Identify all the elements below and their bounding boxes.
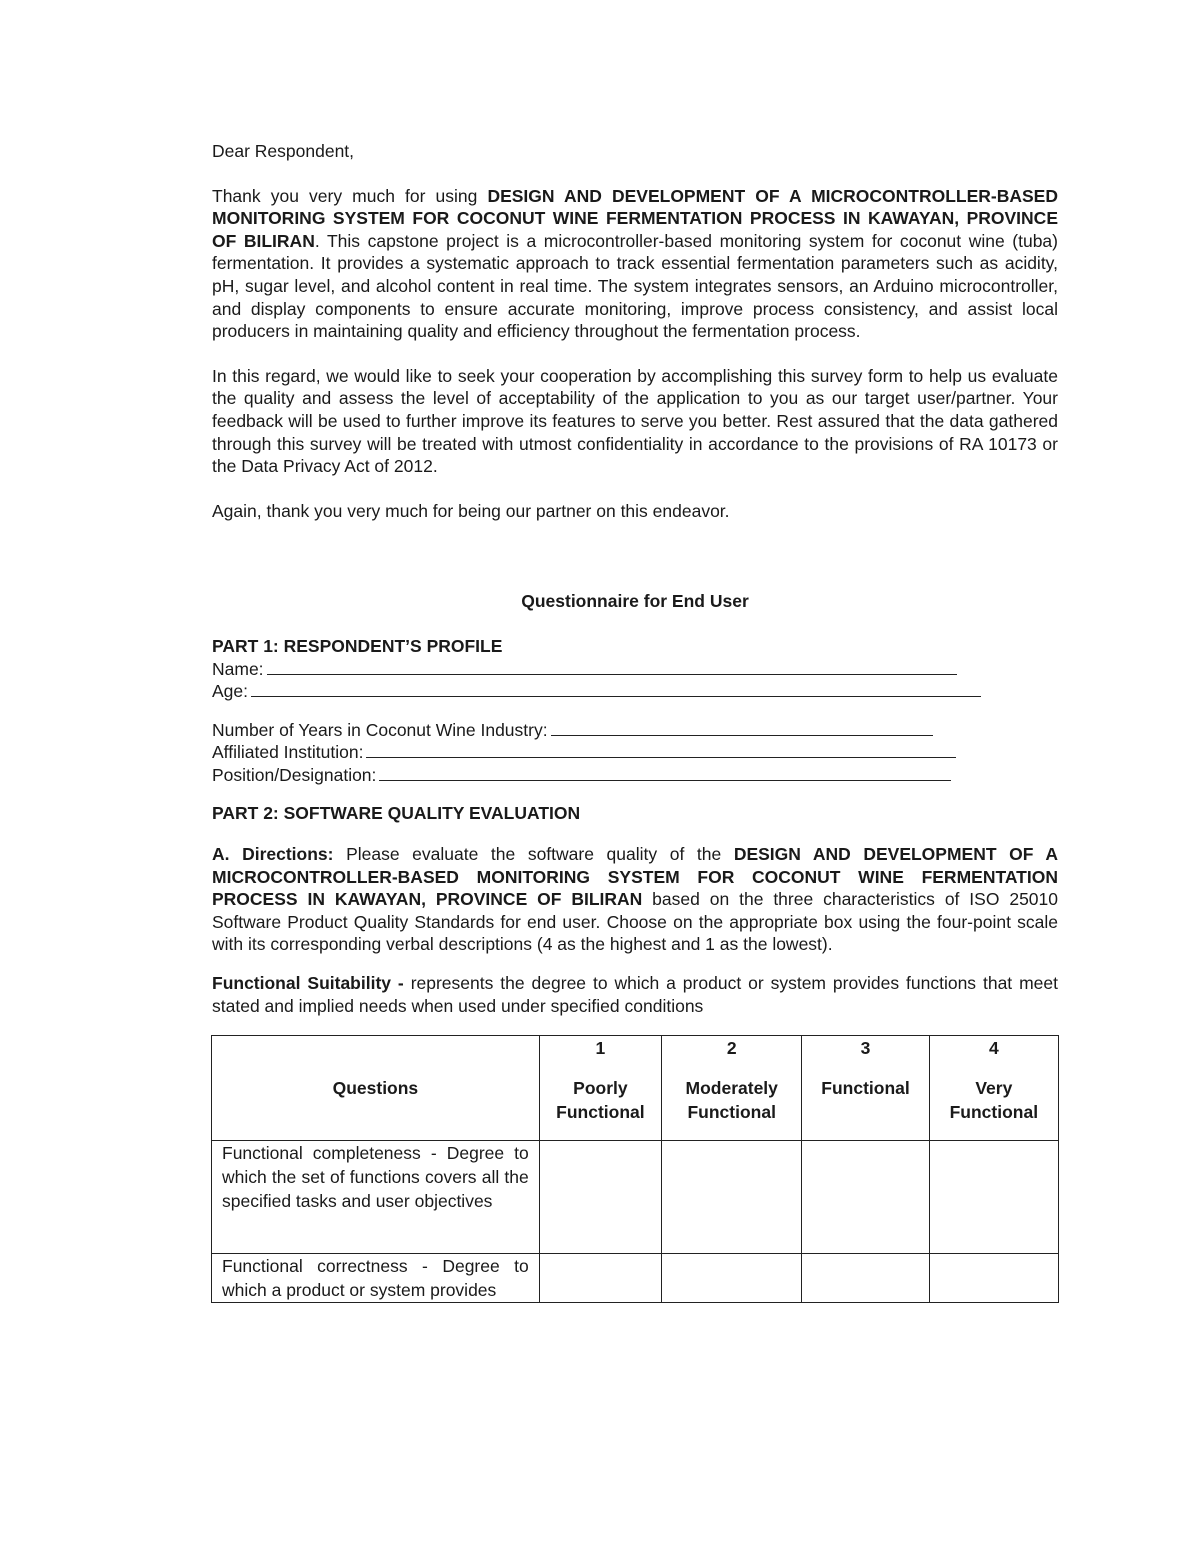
scale-number: 2 [726, 1038, 737, 1059]
age-blank-line[interactable] [251, 682, 981, 697]
directions-title: DESIGN AND DEVELOPMENT OF A MICROCONTROLLER-BASED MONITORING SYSTEM FOR COCONUT WINE FERMENTATION PROCESS IN KAWAYAN, PROVINCE OF BILIRAN [212, 844, 1058, 910]
rating-cell-4[interactable] [929, 1141, 1058, 1254]
name-blank-line[interactable] [267, 660, 957, 675]
intro-paragraph [212, 185, 1058, 343]
institution-blank-line[interactable] [366, 743, 956, 758]
table-row [212, 1254, 1059, 1303]
scale-number: 3 [860, 1038, 871, 1059]
table-row [212, 1141, 1059, 1254]
scale-label: Moderately Functional [685, 1078, 778, 1123]
scale-label: Poorly Functional [556, 1078, 645, 1123]
questions-header: Questions [212, 1036, 540, 1141]
part2-heading: PART 2: SOFTWARE QUALITY EVALUATION [212, 803, 581, 824]
scale-label: Functional [821, 1078, 910, 1099]
scale-header-4 [929, 1036, 1058, 1141]
directions-rest: based on the three characteristics of ISO 25010 Software Product Quality Standards for end user. Choose on the appropriate box using the four-point scale with its corresponding verbal descriptions (4 as the highest and 1 as the lowest). [212, 889, 1058, 955]
years-field[interactable] [212, 719, 1058, 742]
salutation: Dear Respondent, [212, 141, 355, 161]
directions-paragraph [212, 843, 1058, 956]
functional-suitability-paragraph [212, 972, 1058, 1017]
functional-suitability-label: Functional Suitability - [212, 973, 404, 994]
rating-cell-2[interactable] [662, 1254, 802, 1303]
years-label: Number of Years in Coconut Wine Industry: [212, 719, 548, 740]
spacer [212, 703, 1058, 719]
institution-label: Affiliated Institution: [212, 742, 364, 763]
intro-rest: . This capstone project is a microcontroller-based monitoring system for coconut wine (tuba) fermentation. It provides a systematic approach to track essential fermentation parameters such as acidity, pH, sugar level, and alcohol content in real time. The system integrates sensors, an Arduino microcontroller, and display components to ensure accurate monitoring, improve process consistency, and assist local producers in maintaining quality and efficiency throughout the fermentation process. [212, 230, 1058, 342]
rating-cell-3[interactable] [802, 1254, 929, 1303]
project-title: DESIGN AND DEVELOPMENT OF A MICROCONTROLLER-BASED MONITORING SYSTEM FOR COCONUT WINE FERMENTATION PROCESS IN KAWAYAN, PROVINCE OF BILIRAN [212, 185, 1058, 251]
scale-header-3 [802, 1036, 929, 1141]
regard-paragraph: In this regard, we would like to seek your cooperation by accomplishing this survey form to help us evaluate the quality and assess the level of acceptability of the application to you as our target user/partner. Your feedback will be used to further improve its features to serve you better. Rest assured that the data gathered through this survey will be treated with utmost confidentiality in accordance to the provisions of RA 10173 or the Data Privacy Act of 2012. [212, 365, 1058, 477]
rating-cell-4[interactable] [929, 1254, 1058, 1303]
intro-lead: Thank you very much for using [212, 185, 488, 206]
position-field[interactable] [212, 764, 1058, 787]
directions-label: A. Directions: [212, 844, 334, 865]
scale-number: 4 [988, 1038, 999, 1059]
survey-document [212, 140, 1058, 1303]
table-header-row [212, 1036, 1059, 1141]
age-label: Age: [212, 681, 248, 702]
position-label: Position/Designation: [212, 764, 377, 785]
directions-lead: Please evaluate the software quality of the [333, 844, 734, 865]
scale-label: Very Functional [949, 1078, 1039, 1123]
closing-paragraph: Again, thank you very much for being our partner on this endeavor. [212, 500, 730, 521]
scale-header-1 [539, 1036, 661, 1141]
question-cell: Functional completeness - Degree to which the set of functions covers all the specified tasks and user objectives [212, 1141, 540, 1254]
rating-cell-1[interactable] [539, 1254, 661, 1303]
position-blank-line[interactable] [379, 766, 951, 781]
evaluation-table [211, 1035, 1059, 1303]
rating-cell-2[interactable] [662, 1141, 802, 1254]
institution-field[interactable] [212, 741, 1058, 764]
scale-number: 1 [595, 1038, 606, 1059]
functional-suitability-desc: represents the degree to which a product or system provides functions that meet stated and implied needs when used under specified conditions [212, 973, 1058, 1016]
rating-cell-1[interactable] [539, 1141, 661, 1254]
name-field[interactable] [212, 658, 1058, 681]
years-blank-line[interactable] [551, 721, 933, 736]
part1-heading: PART 1: RESPONDENT’S PROFILE [212, 635, 503, 656]
name-label: Name: [212, 658, 264, 679]
age-field[interactable] [212, 680, 1058, 703]
rating-cell-3[interactable] [802, 1141, 929, 1254]
scale-header-2 [662, 1036, 802, 1141]
question-cell: Functional correctness - Degree to which a product or system provides [212, 1254, 540, 1303]
questionnaire-title: Questionnaire for End User [521, 591, 749, 612]
